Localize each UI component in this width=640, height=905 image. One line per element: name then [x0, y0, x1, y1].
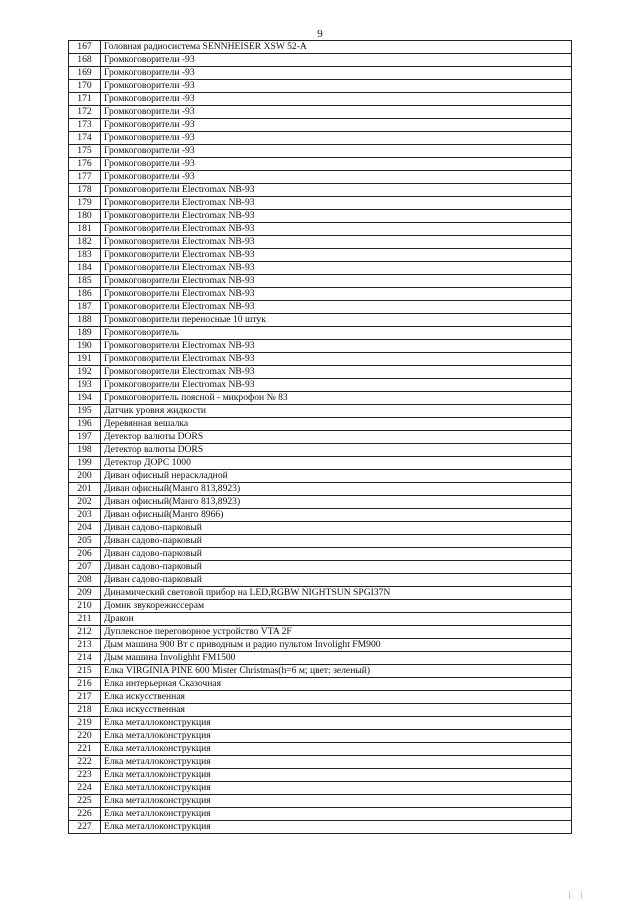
- item-name: Детектор валюты DORS: [101, 431, 572, 444]
- table-row: [69, 197, 572, 210]
- table-row: [69, 470, 572, 483]
- table-row: [69, 210, 572, 223]
- table-row: [69, 652, 572, 665]
- row-number: 203: [69, 509, 101, 522]
- row-number: 172: [69, 106, 101, 119]
- row-number: 208: [69, 574, 101, 587]
- item-name: Громкоговорители Electromax NB-93: [101, 288, 572, 301]
- row-number: 174: [69, 132, 101, 145]
- item-name: Громкоговорители Electromax NB-93: [101, 379, 572, 392]
- item-name: Громкоговорители Electromax NB-93: [101, 353, 572, 366]
- row-number: 183: [69, 249, 101, 262]
- table-row: [69, 80, 572, 93]
- table-row: [69, 808, 572, 821]
- table-row: [69, 743, 572, 756]
- item-name: Елка металлоконструкция: [101, 730, 572, 743]
- table-row: [69, 496, 572, 509]
- table-row: [69, 41, 572, 54]
- item-name: Диван офисный(Манго 8966): [101, 509, 572, 522]
- item-name: Громкоговорители -93: [101, 54, 572, 67]
- table-row: [69, 54, 572, 67]
- row-number: 215: [69, 665, 101, 678]
- item-name: Диван офисный(Манго 813,8923): [101, 483, 572, 496]
- row-number: 224: [69, 782, 101, 795]
- item-name: Диван офисный(Манго 813,8923): [101, 496, 572, 509]
- row-number: 219: [69, 717, 101, 730]
- table-row: [69, 314, 572, 327]
- table-row: [69, 366, 572, 379]
- item-name: Елка искусственная: [101, 704, 572, 717]
- row-number: 170: [69, 80, 101, 93]
- item-name: Громкоговоритель: [101, 327, 572, 340]
- row-number: 169: [69, 67, 101, 80]
- item-name: Громкоговорители -93: [101, 93, 572, 106]
- item-name: Громкоговорители Electromax NB-93: [101, 262, 572, 275]
- item-name: Диван садово-парковый: [101, 548, 572, 561]
- item-name: Елка металлоконструкция: [101, 808, 572, 821]
- item-name: Громкоговорители переносные 10 штук: [101, 314, 572, 327]
- table-row: [69, 821, 572, 834]
- item-name: Детектор валюты DORS: [101, 444, 572, 457]
- row-number: 187: [69, 301, 101, 314]
- table-row: [69, 340, 572, 353]
- item-name: Диван садово-парковый: [101, 535, 572, 548]
- row-number: 200: [69, 470, 101, 483]
- row-number: 178: [69, 184, 101, 197]
- table-row: [69, 132, 572, 145]
- item-name: Елка металлоконструкция: [101, 717, 572, 730]
- row-number: 193: [69, 379, 101, 392]
- item-name: Диван садово-парковый: [101, 574, 572, 587]
- item-name: Громкоговорители Electromax NB-93: [101, 340, 572, 353]
- item-name: Динамический световой прибор на LED,RGBW NIGHTSUN SPGI37N: [101, 587, 572, 600]
- table-row: [69, 405, 572, 418]
- row-number: 186: [69, 288, 101, 301]
- table-row: [69, 457, 572, 470]
- item-name: Датчик уровня жидкости: [101, 405, 572, 418]
- item-name: Диван садово-парковый: [101, 561, 572, 574]
- item-name: Громкоговорители -93: [101, 132, 572, 145]
- table-row: [69, 691, 572, 704]
- row-number: 227: [69, 821, 101, 834]
- row-number: 220: [69, 730, 101, 743]
- table-row: [69, 288, 572, 301]
- table-row: [69, 106, 572, 119]
- table-row: [69, 522, 572, 535]
- row-number: 175: [69, 145, 101, 158]
- table-row: [69, 717, 572, 730]
- item-name: Громкоговорители -93: [101, 145, 572, 158]
- item-name: Громкоговоритель поясной - микрофон № 83: [101, 392, 572, 405]
- inventory-table: [68, 40, 572, 834]
- table-row: [69, 392, 572, 405]
- item-name: Громкоговорители Electromax NB-93: [101, 223, 572, 236]
- row-number: 167: [69, 41, 101, 54]
- row-number: 206: [69, 548, 101, 561]
- row-number: 197: [69, 431, 101, 444]
- table-row: [69, 184, 572, 197]
- row-number: 218: [69, 704, 101, 717]
- item-name: Деревянная вешалка: [101, 418, 572, 431]
- row-number: 226: [69, 808, 101, 821]
- item-name: Диван офисный нераскладной: [101, 470, 572, 483]
- item-name: Елка металлоконструкция: [101, 743, 572, 756]
- row-number: 192: [69, 366, 101, 379]
- row-number: 195: [69, 405, 101, 418]
- table-row: [69, 782, 572, 795]
- corner-mark: | |: [568, 890, 586, 899]
- item-name: Громкоговорители Electromax NB-93: [101, 210, 572, 223]
- row-number: 185: [69, 275, 101, 288]
- table-row: [69, 379, 572, 392]
- table-row: [69, 600, 572, 613]
- row-number: 213: [69, 639, 101, 652]
- item-name: Елка металлоконструкция: [101, 769, 572, 782]
- row-number: 205: [69, 535, 101, 548]
- table-row: [69, 639, 572, 652]
- row-number: 214: [69, 652, 101, 665]
- row-number: 168: [69, 54, 101, 67]
- row-number: 217: [69, 691, 101, 704]
- row-number: 223: [69, 769, 101, 782]
- table-row: [69, 665, 572, 678]
- table-row: [69, 795, 572, 808]
- table-row: [69, 158, 572, 171]
- item-name: Елка VIRGINIA PINE 600 Mister Christmas(h=6 м; цвет: зеленый): [101, 665, 572, 678]
- table-row: [69, 236, 572, 249]
- item-name: Громкоговорители Electromax NB-93: [101, 249, 572, 262]
- row-number: 225: [69, 795, 101, 808]
- item-name: Дуплексное переговорное устройство VTA 2F: [101, 626, 572, 639]
- table-row: [69, 509, 572, 522]
- row-number: 199: [69, 457, 101, 470]
- table-row: [69, 171, 572, 184]
- item-name: Елка металлоконструкция: [101, 756, 572, 769]
- row-number: 204: [69, 522, 101, 535]
- row-number: 171: [69, 93, 101, 106]
- row-number: 181: [69, 223, 101, 236]
- row-number: 202: [69, 496, 101, 509]
- row-number: 188: [69, 314, 101, 327]
- table-row: [69, 561, 572, 574]
- item-name: Громкоговорители Electromax NB-93: [101, 197, 572, 210]
- row-number: 173: [69, 119, 101, 132]
- item-name: Громкоговорители -93: [101, 106, 572, 119]
- item-name: Елка искусственная: [101, 691, 572, 704]
- table-row: [69, 769, 572, 782]
- row-number: 207: [69, 561, 101, 574]
- row-number: 216: [69, 678, 101, 691]
- row-number: 191: [69, 353, 101, 366]
- table-row: [69, 730, 572, 743]
- table-row: [69, 119, 572, 132]
- item-name: Головная радиосистема SENNHEISER XSW 52-A: [101, 41, 572, 54]
- table-row: [69, 418, 572, 431]
- table-row: [69, 548, 572, 561]
- item-name: Детектор ДОРС 1000: [101, 457, 572, 470]
- row-number: 210: [69, 600, 101, 613]
- item-name: Елка металлоконструкция: [101, 782, 572, 795]
- row-number: 212: [69, 626, 101, 639]
- table-row: [69, 613, 572, 626]
- table-row: [69, 249, 572, 262]
- row-number: 194: [69, 392, 101, 405]
- table-row: [69, 353, 572, 366]
- table-row: [69, 301, 572, 314]
- table-row: [69, 535, 572, 548]
- table-row: [69, 145, 572, 158]
- item-name: Громкоговорители -93: [101, 80, 572, 93]
- table-row: [69, 275, 572, 288]
- row-number: 196: [69, 418, 101, 431]
- item-name: Громкоговорители -93: [101, 119, 572, 132]
- table-row: [69, 262, 572, 275]
- row-number: 176: [69, 158, 101, 171]
- table-row: [69, 93, 572, 106]
- table-row: [69, 756, 572, 769]
- row-number: 198: [69, 444, 101, 457]
- table-row: [69, 704, 572, 717]
- table-row: [69, 678, 572, 691]
- table-row: [69, 574, 572, 587]
- row-number: 209: [69, 587, 101, 600]
- item-name: Громкоговорители Electromax NB-93: [101, 236, 572, 249]
- row-number: 201: [69, 483, 101, 496]
- row-number: 177: [69, 171, 101, 184]
- item-name: Громкоговорители Electromax NB-93: [101, 366, 572, 379]
- item-name: Елка металлоконструкция: [101, 821, 572, 834]
- item-name: Диван садово-парковый: [101, 522, 572, 535]
- table-row: [69, 67, 572, 80]
- row-number: 211: [69, 613, 101, 626]
- item-name: Елка интерьерная Сказочная: [101, 678, 572, 691]
- row-number: 184: [69, 262, 101, 275]
- table-row: [69, 444, 572, 457]
- item-name: Дым машина Involighht FM1500: [101, 652, 572, 665]
- table-row: [69, 431, 572, 444]
- item-name: Дракон: [101, 613, 572, 626]
- table-row: [69, 327, 572, 340]
- table-row: [69, 587, 572, 600]
- item-name: Громкоговорители -93: [101, 171, 572, 184]
- item-name: Громкоговорители Electromax NB-93: [101, 184, 572, 197]
- row-number: 221: [69, 743, 101, 756]
- table-row: [69, 223, 572, 236]
- table-row: [69, 483, 572, 496]
- row-number: 189: [69, 327, 101, 340]
- row-number: 179: [69, 197, 101, 210]
- page-number: 9: [317, 28, 323, 40]
- row-number: 190: [69, 340, 101, 353]
- item-name: Громкоговорители -93: [101, 67, 572, 80]
- item-name: Елка металлоконструкция: [101, 795, 572, 808]
- item-name: Домик звукорежиссерам: [101, 600, 572, 613]
- row-number: 182: [69, 236, 101, 249]
- table-row: [69, 626, 572, 639]
- item-name: Громкоговорители -93: [101, 158, 572, 171]
- item-name: Громкоговорители Electromax NB-93: [101, 275, 572, 288]
- item-name: Дым машина 900 Вт с приводным и радио пультом Involight FM900: [101, 639, 572, 652]
- inventory-table-body: [69, 41, 572, 834]
- item-name: Громкоговорители Electromax NB-93: [101, 301, 572, 314]
- row-number: 180: [69, 210, 101, 223]
- row-number: 222: [69, 756, 101, 769]
